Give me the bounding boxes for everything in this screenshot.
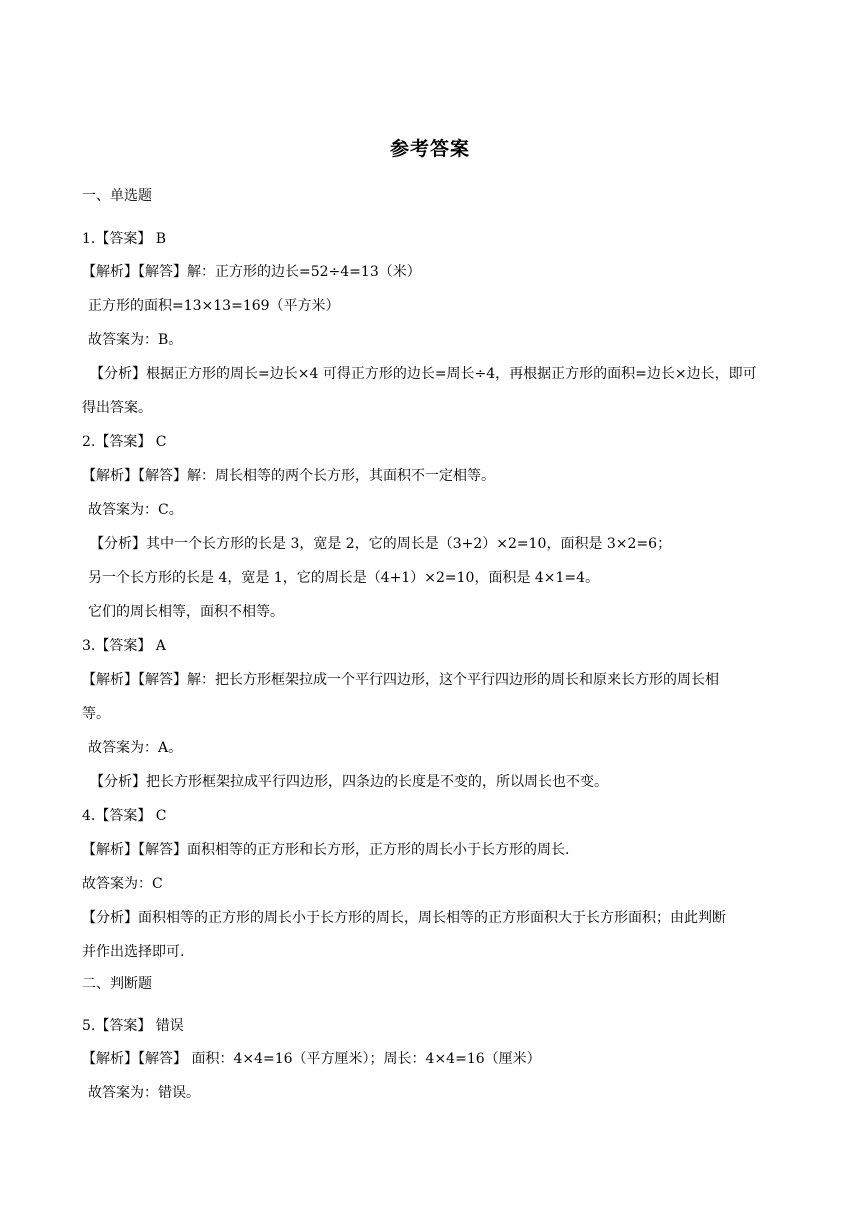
question-answer bbox=[82, 432, 782, 452]
calculation-line: 正方形的面积=13×13=169（平方米） bbox=[88, 298, 340, 314]
analysis-line: 【解析】【解答】解：把长方形框架拉成一个平行四边形，这个平行四边形的周长和原来长方形的周长相 bbox=[82, 672, 719, 688]
answer-label: 【答案】 B bbox=[95, 231, 167, 247]
reasoning-line: 另一个长方形的长是 4，宽是 1，它的周长是（4+1）×2=10，面积是 4×1=4。 bbox=[88, 570, 600, 586]
conclusion-line: 故答案为：C bbox=[82, 876, 163, 892]
answer-label: 【答案】 A bbox=[95, 638, 166, 654]
analysis-line: 【解析】【解答】解：周长相等的两个长方形，其面积不一定相等。 bbox=[82, 468, 495, 484]
conclusion-line: 故答案为：错误。 bbox=[88, 1085, 200, 1101]
page-title: 参考答案 bbox=[389, 138, 470, 160]
answer-label: 【答案】 C bbox=[95, 434, 167, 450]
analysis-line: 【解析】【解答】解：正方形的边长=52÷4=13（米） bbox=[82, 264, 421, 280]
conclusion-line: 故答案为：C。 bbox=[88, 502, 183, 518]
conclusion-line: 故答案为：A。 bbox=[88, 740, 183, 756]
question-answer bbox=[82, 229, 782, 249]
answer-label: 【答案】 C bbox=[95, 808, 167, 824]
question-number: 1. bbox=[82, 231, 96, 247]
question-answer bbox=[82, 1016, 782, 1036]
question-number: 3. bbox=[82, 638, 96, 654]
question-answer bbox=[82, 636, 782, 656]
question-number: 4. bbox=[82, 808, 96, 824]
question-number: 5. bbox=[82, 1018, 96, 1034]
reasoning-line: 【分析】其中一个长方形的长是 3，宽是 2，它的周长是（3+2）×2=10，面积是 3×2=6； bbox=[90, 536, 672, 552]
reasoning-line: 它们的周长相等，面积不相等。 bbox=[88, 604, 284, 620]
reasoning-line: 【分析】根据正方形的周长=边长×4 可得正方形的边长=周长÷4，再根据正方形的面积=边长×边长，即可 bbox=[90, 366, 757, 382]
answer-label: 【答案】 错误 bbox=[95, 1018, 184, 1034]
section-heading: 一、单选题 bbox=[82, 188, 152, 204]
reasoning-line-cont: 并作出选择即可. bbox=[82, 944, 185, 960]
analysis-line-cont: 等。 bbox=[82, 706, 110, 722]
reasoning-line: 【分析】面积相等的正方形的周长小于长方形的周长，周长相等的正方形面积大于长方形面积；由此判断 bbox=[82, 910, 726, 926]
reasoning-line: 【分析】把长方形框架拉成平行四边形，四条边的长度是不变的，所以周长也不变。 bbox=[90, 774, 608, 790]
analysis-line: 【解析】【解答】 面积：4×4=16（平方厘米）；周长：4×4=16（厘米） bbox=[82, 1051, 541, 1067]
question-answer bbox=[82, 806, 782, 826]
question-number: 2. bbox=[82, 434, 96, 450]
section-heading: 二、判断题 bbox=[82, 976, 152, 992]
conclusion-line: 故答案为：B。 bbox=[88, 332, 183, 348]
analysis-line: 【解析】【解答】面积相等的正方形和长方形，正方形的周长小于长方形的周长. bbox=[82, 842, 570, 858]
reasoning-line-cont: 得出答案。 bbox=[82, 400, 152, 416]
